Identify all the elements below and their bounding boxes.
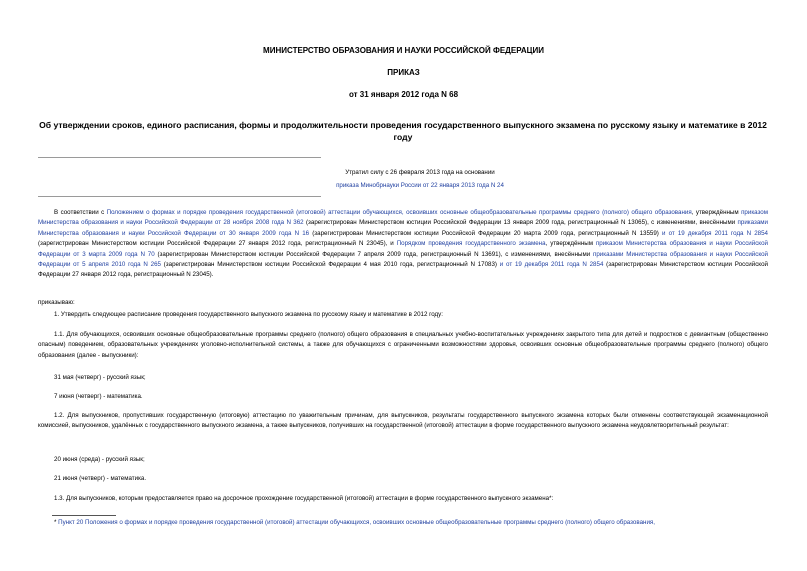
retake-date-russian: 20 июня (среда) - русский язык; (54, 456, 145, 463)
status-line-1: Утратил силу с 26 февраля 2013 года на основании (345, 169, 495, 176)
repeal-order-link[interactable]: приказа Минобрнауки России от 22 января 2013 года N 24 (336, 182, 504, 189)
footnote-mark: * (54, 519, 59, 526)
ministry-name: МИНИСТЕРСТВО ОБРАЗОВАНИЯ И НАУКИ РОССИЙСКОЙ ФЕДЕРАЦИИ (263, 46, 544, 55)
order-16-link[interactable]: приказами Министерства образования и науки Российской Федерации от 30 января 2009 года N 16 (38, 219, 768, 237)
order-70-link[interactable]: приказом Министерства образования и науки Российской Федерации от 3 марта 2009 года N 70 (38, 240, 768, 258)
item-1: 1. Утвердить следующее расписание проведения государственного выпускного экзамена по русскому языку и математике в 2012 году: (54, 311, 443, 318)
top-divider (38, 157, 321, 158)
document-type: ПРИКАЗ (387, 68, 420, 77)
preamble-text-5: (зарегистрирован Министерством юстиции Российской Федерации 27 января 2012 года, регистрационный N 23045), и (38, 240, 397, 248)
preamble-text-9: (зарегистрирован Министерством юстиции Российской Федерации 27 января 2012 года, регистрационный N 23045). (38, 261, 768, 279)
preamble-text-6: , утверждённым (545, 240, 596, 248)
item-1-2: 1.2. Для выпускников, пропустивших государственную (итоговую) аттестацию по уважительным причинам, для выпускников, результаты государственного выпускного экзамена которых были отменены соответствующей экзаменационной комиссией, выпускников, удалённых с государственного выпускного экзамена, а также выпускников, получивших на государственной (итоговой) аттестации в форме государственного выпускного экзамена неудовлетворительный результат: (38, 412, 768, 430)
exam-date-russian: 31 мая (четверг) - русский язык; (54, 374, 146, 381)
status-note (180, 166, 660, 192)
preamble-text-7: (зарегистрирован Министерством юстиции Российской Федерации 7 апреля 2009 года, регистрационный N 13691), с изменениями, внесёнными (154, 250, 593, 258)
order-265-link[interactable]: приказами Министерства образования и науки Российской Федерации от 5 апреля 2010 года N 265 (38, 250, 769, 269)
retake-date-math: 21 июня (четверг) - математика. (54, 475, 147, 482)
document-title: Об утверждении сроков, единого расписания, формы и продолжительности проведения государственного выпускного экзамена по русскому языку и математике в 2012 году (39, 120, 767, 142)
footnote-divider (52, 515, 116, 516)
item-1-1: 1.1. Для обучающихся, освоивших основные общеобразовательные программы среднего (полного) общего образования в специальных учебно-воспитательных учреждениях закрытого типа для детей и подростков с девиантным (общественно опасным) поведением, образовательных учреждениях уголовно-исполнительной системы, а также для обучающихся с ограниченными возможностями здоровья, освоивших основные общеобразовательные программы среднего (полного) общего образования (далее - выпускники): (38, 331, 768, 359)
preamble-text-8: (зарегистрирован Министерством юстиции Российской Федерации 4 мая 2010 года, регистрационный N 17083) (160, 261, 500, 269)
document-date: от 31 января 2012 года N 68 (348, 90, 459, 99)
order-word: приказываю: (38, 299, 75, 306)
exam-date-math: 7 июня (четверг) - математика. (54, 393, 143, 400)
item-1-3: 1.3. Для выпускников, которым предоставляется право на досрочное прохождение государственной (итоговой) аттестации в форме государственного выпускного экзамена*: (54, 495, 554, 502)
regulation-link[interactable]: Положением о формах и порядке проведения государственной (итоговой) аттестации обучающихся, освоивших основные общеобразовательные программы среднего (полного) общего образования (106, 209, 692, 216)
preamble-text-3: (зарегистрирован Министерством юстиции Российской Федерации 13 января 2009 года, регистрационный N 13065), с изменениями, внесёнными (303, 219, 738, 227)
exam-procedure-link[interactable]: Порядком проведения государственного экзамена (396, 240, 546, 248)
footnote-link[interactable]: Пункт 20 Положения о формах и порядке проведения государственной (итоговой) аттестации обучающихся, освоивших основные общеобразовательные программы среднего (полного) общего образования, (58, 519, 655, 526)
preamble-text-1: В соответствии с (54, 209, 107, 216)
order-2854-link-2[interactable]: и от 19 декабря 2011 года N 2854 (499, 261, 604, 269)
preamble-paragraph (38, 208, 768, 281)
preamble-text-4: (зарегистрирован Министерством юстиции Российской Федерации 20 марта 2009 года, регистрационный N 13559) (309, 229, 662, 237)
footnote (38, 518, 768, 528)
order-362-link[interactable]: приказом Министерства образования и науки Российской Федерации от 28 ноября 2008 года N 362 (38, 209, 769, 227)
order-2854-link[interactable]: и от 19 декабря 2011 года N 2854 (661, 229, 768, 237)
bottom-divider (38, 196, 321, 197)
preamble-text-2: , утверждённым (691, 209, 742, 216)
